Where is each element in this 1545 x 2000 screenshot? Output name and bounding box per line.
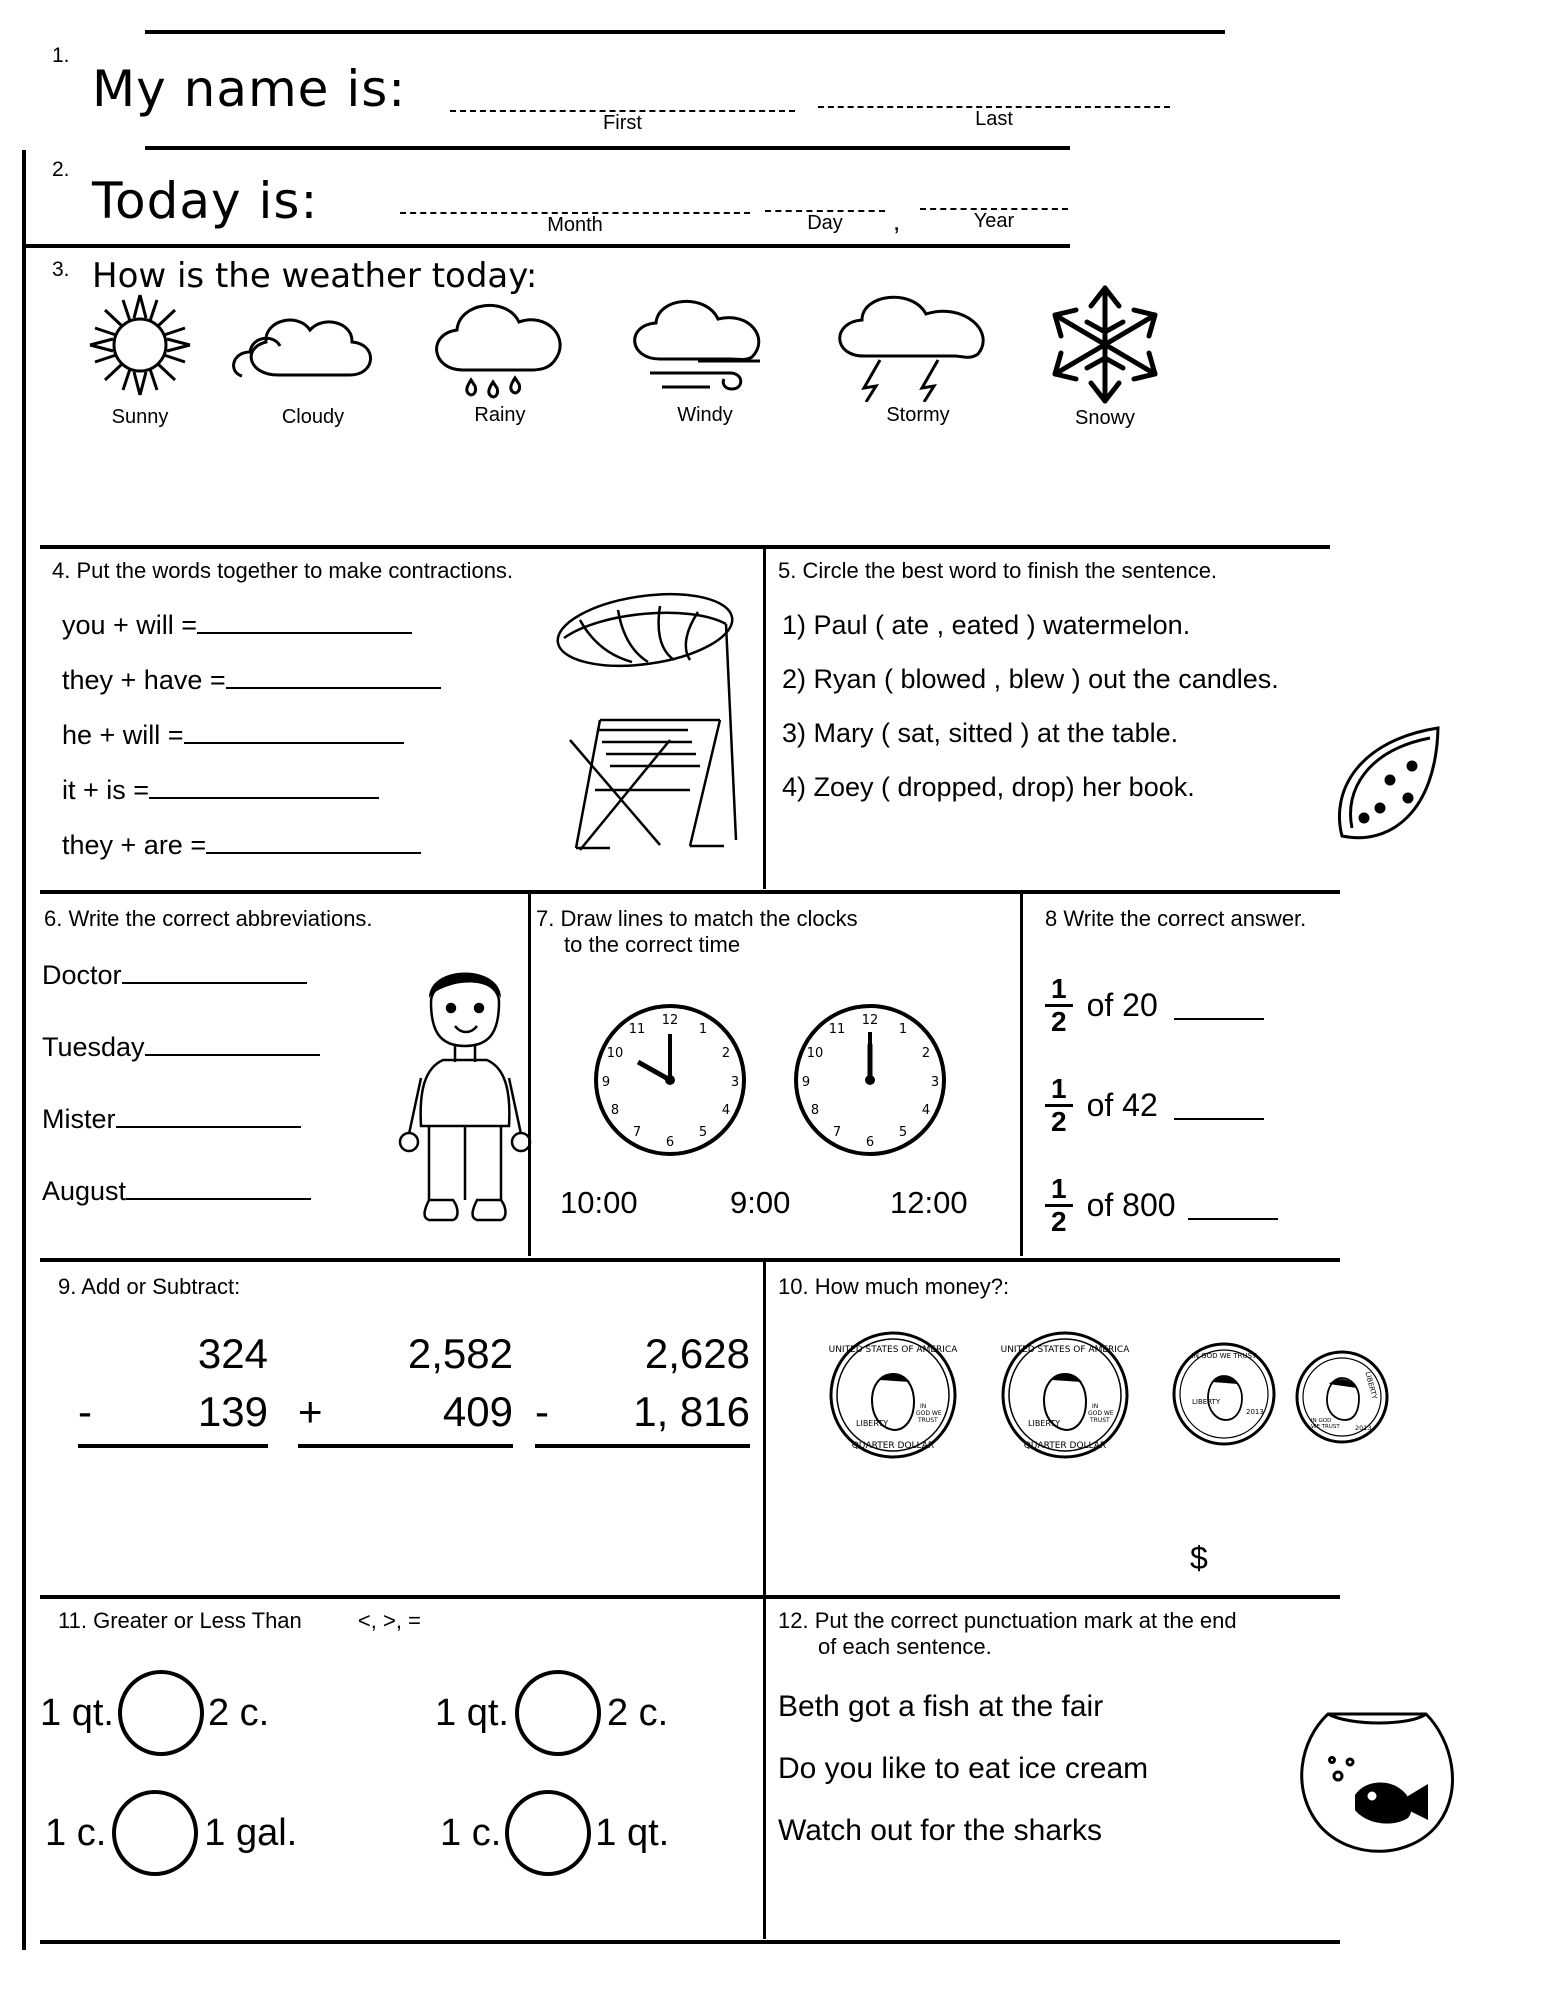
q9-problem-1-bottom: 409 [442,1388,513,1435]
svg-text:8: 8 [610,1103,620,1118]
fishbowl-image [1280,1700,1470,1880]
q8-fraction-1 [1045,1074,1073,1136]
q8-fraction-0-num: 1 [1045,974,1073,1006]
svg-text:QUARTER DOLLAR: QUARTER DOLLAR [1023,1441,1107,1451]
q9-label: Add or Subtract: [81,1274,241,1299]
divider-q10-q11 [40,1595,1340,1599]
divider-bottom [40,1940,1340,1944]
svg-text:IN: IN [920,1403,927,1410]
svg-text:LIBERTY: LIBERTY [1192,1398,1221,1406]
q11-row-2 [45,1790,297,1876]
q7-label2: to the correct time [564,932,741,957]
q11-row-1 [435,1670,668,1756]
q11-number: 11. [58,1608,87,1633]
weather-label-snowy: Snowy [1074,407,1136,429]
page-left-border [22,150,26,1950]
svg-text:2: 2 [921,1046,931,1061]
q9-problem-2 [535,1330,750,1448]
q12-sentence-1[interactable]: Do you like to eat ice cream [778,1752,1149,1785]
svg-text:11: 11 [628,1022,646,1037]
svg-text:TRUST: TRUST [918,1417,938,1424]
q12-label2: of each sentence. [818,1634,992,1659]
q8-fraction-0-den: 2 [1051,1005,1067,1037]
divider-q11-q12 [763,1599,766,1939]
q9-problem-0-bottom: 139 [197,1388,268,1435]
q8-fraction-2-num: 1 [1045,1174,1073,1206]
wind-icon [610,285,800,400]
q7-time-0[interactable]: 10:00 [560,1185,638,1220]
q8-fraction-2 [1045,1174,1073,1236]
q4-item-0-label: you + will = [62,610,198,640]
q9-problem-0-op: - [78,1388,92,1435]
svg-text:10: 10 [606,1046,624,1061]
svg-text:2013: 2013 [1246,1408,1264,1416]
q11-row-0-left: 1 qt. [40,1691,114,1734]
rain-cloud-icon [415,282,585,402]
svg-text:5: 5 [698,1125,708,1140]
svg-text:GOD WE: GOD WE [916,1410,942,1417]
q6-item-2-blank[interactable] [116,1126,301,1128]
svg-text:IN GOD: IN GOD [1311,1418,1332,1424]
svg-text:10: 10 [806,1046,824,1061]
svg-text:LIBERTY: LIBERTY [1028,1419,1061,1428]
q8-item-1 [1045,1055,1278,1155]
q5-items [782,610,1279,826]
divider-q7-q8 [1020,894,1023,1256]
q4-item-4-blank[interactable] [206,852,421,854]
svg-text:LIBERTY: LIBERTY [856,1419,889,1428]
q11-row-2-right: 1 gal. [204,1811,298,1854]
q8-fraction-1-num: 1 [1045,1074,1073,1106]
q4-item-2-label: he + will = [62,720,184,750]
q9-problem-2-bottom: 1, 816 [633,1388,750,1435]
weather-option-snowy[interactable] [1035,282,1175,430]
svg-text:7: 7 [832,1125,842,1140]
q8-items [1045,955,1278,1255]
q2-month-label: Month [547,214,603,236]
q2-number: 2. [52,158,70,181]
q1-number: 1. [52,44,70,67]
weather-label-sunny: Sunny [111,406,169,428]
divider-q8-q9 [40,1258,1340,1262]
q10-header [778,1274,1009,1300]
q5-item-3[interactable]: 4) Zoey ( dropped, drop) her book. [782,772,1195,802]
q4-item-1-blank[interactable] [226,687,441,689]
q4-item-3-label: it + is = [62,775,150,805]
q4-items [62,610,441,885]
q8-fraction-1-den: 2 [1051,1105,1067,1137]
sun-icon [75,290,205,400]
q11-row-1-left: 1 qt. [435,1691,509,1734]
divider-q5-q6 [40,890,1340,894]
q2-day-label: Day [807,212,843,234]
q3-label: How is the weather today: [92,256,538,296]
q5-header [778,558,1217,584]
q4-header [52,558,513,584]
svg-text:11: 11 [828,1022,846,1037]
svg-text:4: 4 [921,1103,931,1118]
q8-item-2-blank[interactable] [1188,1190,1278,1220]
q2-comma: , [893,206,901,236]
q6-items [42,960,320,1248]
q2-label: Today is: [92,172,319,230]
storm-cloud-icon [818,282,1018,402]
q4-item-3-blank[interactable] [149,797,379,799]
weather-option-stormy[interactable] [818,282,1018,427]
q2-year-label: Year [973,210,1015,232]
q9-problem-0-rule [78,1444,268,1448]
q5-item-1[interactable]: 2) Ryan ( blowed , blew ) out the candles. [782,664,1279,694]
weather-label-rainy: Rainy [474,404,526,426]
q11-row-3-circle[interactable] [505,1790,591,1876]
svg-text:9: 9 [601,1075,611,1090]
svg-text:UNITED STATES OF AMERICA: UNITED STATES OF AMERICA [1000,1345,1130,1355]
q8-header [1045,906,1306,932]
q11-row-1-circle[interactable] [515,1670,601,1756]
q7-number: 7. [536,906,555,931]
svg-text:QUARTER DOLLAR: QUARTER DOLLAR [851,1441,935,1451]
q11-row-3 [440,1790,669,1876]
q4-item-0-blank[interactable] [197,632,412,634]
q9-problem-1 [298,1330,513,1448]
q9-problem-2-rule [535,1444,750,1448]
boy-image [395,950,535,1240]
q7-time-1[interactable]: 9:00 [730,1185,791,1220]
svg-text:6: 6 [665,1135,675,1150]
q5-label: Circle the best word to finish the sentence. [802,558,1218,583]
q6-item-3-blank[interactable] [126,1198,311,1200]
q9-problem-1-top: 2,582 [407,1330,513,1377]
svg-text:LIBERTY: LIBERTY [1363,1370,1379,1401]
q1-first-label: First [603,112,642,134]
q6-item-2-label: Mister [42,1104,116,1134]
svg-text:GOD WE: GOD WE [1088,1410,1114,1417]
q4-item-1-label: they + have = [62,665,226,695]
q11-row-3-right: 1 qt. [595,1811,670,1854]
q11-row-0-circle[interactable] [118,1670,204,1756]
q11-row-2-circle[interactable] [112,1790,198,1876]
q9-number: 9. [58,1274,77,1299]
q4-label: Put the words together to make contractions. [76,558,514,583]
q8-fraction-0 [1045,974,1073,1036]
q11-row-2-left: 1 c. [45,1811,107,1854]
q12-sentence-2[interactable]: Watch out for the sharks [778,1814,1103,1847]
svg-text:4: 4 [721,1103,731,1118]
quarter-coin [1000,1330,1130,1460]
q8-fraction-2-den: 2 [1051,1205,1067,1237]
divider-q2-q3 [22,244,1070,248]
q8-item-2 [1045,1155,1278,1255]
divider-q3-q4 [40,545,1330,549]
q11-row-0-right: 2 c. [207,1691,270,1734]
svg-text:12: 12 [861,1013,879,1028]
q6-number: 6. [44,906,63,931]
q11-header [58,1608,421,1634]
snowflake-icon [1035,282,1175,407]
q7-header [536,906,1016,958]
q11-row-1-right: 2 c. [606,1691,669,1734]
cloud-icon [228,290,398,400]
svg-text:5: 5 [898,1125,908,1140]
q12-number: 12. [778,1608,809,1633]
divider-q9-q10 [763,1262,766,1602]
svg-text:12: 12 [661,1013,679,1028]
q6-item-3-label: August [42,1176,127,1206]
q6-header [44,906,373,932]
clock-12-00[interactable] [790,1000,950,1160]
q11-row-0 [40,1670,269,1756]
q8-item-1-blank[interactable] [1174,1090,1264,1120]
svg-text:WE TRUST: WE TRUST [1311,1424,1340,1430]
q5-item-2[interactable]: 3) Mary ( sat, sitted ) at the table. [782,718,1179,748]
svg-text:1: 1 [898,1022,908,1037]
q7-label: Draw lines to match the clocks [560,906,858,931]
weather-label-stormy: Stormy [886,404,950,426]
q9-problem-0 [78,1330,268,1448]
q9-problem-1-rule [298,1444,513,1448]
weather-option-sunny[interactable] [75,290,205,429]
q5-number: 5. [778,558,797,583]
q1-last-label: Last [975,108,1013,130]
q10-label: How much money?: [814,1274,1010,1299]
weather-label-windy: Windy [677,404,733,426]
svg-text:3: 3 [730,1075,740,1090]
q8-item-0-text: of 20 [1086,986,1158,1023]
svg-text:2: 2 [721,1046,731,1061]
divider-q4-q5 [763,549,766,889]
weather-option-cloudy[interactable] [228,290,398,429]
beach-chair-umbrella-image [540,590,760,870]
q10-number: 10. [778,1274,809,1299]
weather-option-windy[interactable] [610,285,800,427]
q12-sentence-0[interactable]: Beth got a fish at the fair [778,1690,1104,1723]
q11-symbols: <, >, = [357,1608,421,1633]
svg-text:TRUST: TRUST [1090,1417,1110,1424]
svg-text:7: 7 [632,1125,642,1140]
q12-sentences [778,1690,1148,1876]
q6-item-0-label: Doctor [42,960,122,990]
q11-row-3-left: 1 c. [440,1811,502,1854]
q8-number: 8 [1045,906,1058,931]
q7-time-2[interactable]: 12:00 [890,1185,968,1220]
divider-q1-q2 [145,146,1070,150]
q8-label: Write the correct answer. [1063,906,1307,931]
q8-item-0 [1045,955,1278,1055]
weather-label-cloudy: Cloudy [281,406,345,428]
quarter-coin [828,1330,958,1460]
svg-text:6: 6 [865,1135,875,1150]
q8-item-0-blank[interactable] [1174,990,1264,1020]
svg-text:IN GOD WE TRUST: IN GOD WE TRUST [1191,1352,1257,1360]
svg-text:UNITED STATES OF AMERICA: UNITED STATES OF AMERICA [828,1345,958,1355]
q4-item-2-blank[interactable] [184,742,404,744]
q3-number: 3. [52,258,70,281]
q5-item-0[interactable]: 1) Paul ( ate , eated ) watermelon. [782,610,1191,640]
svg-text:9: 9 [801,1075,811,1090]
svg-text:8: 8 [810,1103,820,1118]
penny-coin [1172,1342,1277,1447]
q9-header [58,1274,240,1300]
q9-problem-1-op: + [298,1388,323,1435]
q9-problem-0-top: 324 [197,1330,268,1377]
q4-number: 4. [52,558,71,583]
q12-label: Put the correct punctuation mark at the end [814,1608,1237,1633]
q6-item-0-blank[interactable] [122,982,307,984]
svg-text:1: 1 [698,1022,708,1037]
q12-header [778,1608,1328,1660]
watermelon-slice-image [1320,720,1450,850]
q1-label: My name is: [92,60,407,118]
svg-text:3: 3 [930,1075,940,1090]
weather-option-rainy[interactable] [415,282,585,427]
divider-top [145,30,1225,34]
svg-text:IN: IN [1092,1403,1099,1410]
q8-item-1-text: of 42 [1086,1086,1158,1123]
q10-answer-symbol[interactable]: $ [1190,1540,1208,1576]
q4-item-4-label: they + are = [62,830,207,860]
svg-text:2013: 2013 [1355,1424,1372,1432]
q9-problem-2-top: 2,628 [644,1330,750,1377]
clock-10-00[interactable] [590,1000,750,1160]
q6-item-1-label: Tuesday [42,1032,145,1062]
q6-label: Write the correct abbreviations. [68,906,373,931]
q6-item-1-blank[interactable] [145,1054,320,1056]
q8-item-2-text: of 800 [1086,1186,1176,1223]
q11-label: Greater or Less Than [93,1608,302,1633]
q9-problem-2-op: - [535,1388,549,1435]
dime-coin [1295,1350,1390,1445]
